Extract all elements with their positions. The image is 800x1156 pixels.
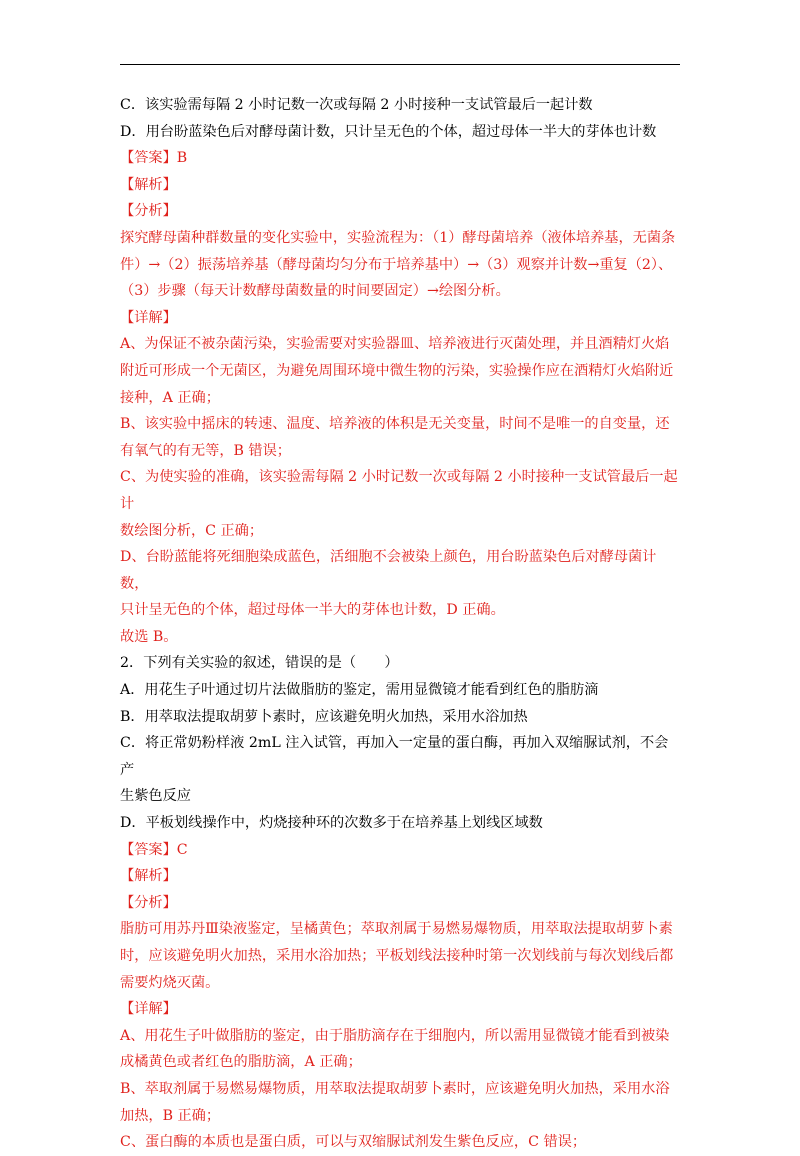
q1-detail-d-2: 只计呈无色的个体，超过母体一半大的芽体也计数，D 正确。 [120, 602, 505, 619]
q1-fenxi-label: 【分析】 [120, 203, 177, 220]
q2-option-c-2: 生紫色反应 [120, 788, 191, 805]
q2-detail-b-2: 加热，B 正确； [120, 1107, 221, 1124]
q1-detail-a-3: 接种，A 正确； [120, 389, 220, 406]
q2-answer: 【答案】C [120, 841, 188, 858]
q1-detail-c-1: C、为使实验的准确，该实验需每隔 2 小时记数一次或每隔 2 小时接种一支试管最后一起计 [120, 469, 678, 512]
q1-detail-c-2: 数绘图分析，C 正确； [120, 522, 264, 539]
q2-fenxi-line-2: 时，应该避免明火加热，采用水浴加热；平板划线法接种时第一次划线前与每次划线后都 [120, 948, 674, 964]
q2-xiangjie-label: 【详解】 [120, 1001, 177, 1018]
q1-answer: 【答案】B [120, 150, 188, 167]
q2-detail-b-1: B、萃取剂属于易燃易爆物质，用萃取法提取胡萝卜素时，应该避免明火加热，采用水浴 [120, 1080, 670, 1097]
header-rule [120, 64, 680, 65]
q2-stem: 2．下列有关实验的叙述，错误的是（ ） [120, 655, 399, 672]
q1-conclusion: 故选 B。 [120, 628, 178, 645]
q1-fenxi-line-1: 探究酵母菌种群数量的变化实验中，实验流程为：（1）酵母菌培养（液体培养基，无菌条 [120, 229, 676, 246]
q1-detail-b-1: B、该实验中摇床的转速、温度、培养液的体积是无关变量，时间不是唯一的自变量，还 [120, 416, 670, 433]
page-content [120, 92, 682, 1156]
q2-option-b: B．用萃取法提取胡萝卜素时，应该避免明火加热，采用水浴加热 [120, 708, 528, 725]
q1-jiexi-label: 【解析】 [120, 176, 177, 193]
q2-detail-a-1: A、用花生子叶做脂肪的鉴定，由于脂肪滴存在于细胞内，所以需用显微镜才能看到被染 [120, 1027, 670, 1044]
q1-detail-d-1: D、台盼蓝能将死细胞染成蓝色，活细胞不会被染上颜色，用台盼蓝染色后对酵母菌计数， [120, 549, 657, 592]
q2-detail-a-2: 成橘黄色或者红色的脂肪滴，A 正确； [120, 1054, 362, 1071]
q1-xiangjie-label: 【详解】 [120, 309, 177, 326]
q2-fenxi-line-3: 需要灼烧灭菌。 [120, 974, 220, 991]
q1-fenxi-line-2: 件）→（2）振荡培养基（酵母菌均匀分布于培养基中）→（3）观察并计数→重复（2）、 [120, 256, 673, 273]
q1-detail-a-1: A、为保证不被杂菌污染，实验需要对实验器皿、培养液进行灭菌处理，并且酒精灯火焰 [120, 336, 670, 353]
q2-fenxi-line-1: 脂肪可用苏丹Ⅲ染液鉴定，呈橘黄色；萃取剂属于易燃易爆物质，用萃取法提取胡萝卜素 [120, 921, 673, 938]
q2-detail-c-1: C、蛋白酶的本质也是蛋白质，可以与双缩脲试剂发生紫色反应，C 错误； [120, 1134, 587, 1151]
q2-option-d: D．平板划线操作中，灼烧接种环的次数多于在培养基上划线区域数 [120, 815, 543, 832]
q1-detail-b-2: 有氧气的有无等，B 错误； [120, 442, 291, 459]
q1-option-c: C．该实验需每隔 2 小时记数一次或每隔 2 小时接种一支试管最后一起计数 [120, 97, 593, 113]
q2-jiexi-label: 【解析】 [120, 868, 177, 885]
q1-fenxi-line-3: （3）步骤（每天计数酵母菌数量的时间要固定）→绘图分析。 [120, 283, 510, 300]
q2-option-c-1: C．将正常奶粉样液 2mL 注入试管，再加入一定量的蛋白酶，再加入双缩脲试剂，不会产 [120, 735, 669, 778]
q1-detail-a-2: 附近可形成一个无菌区，为避免周围环境中微生物的污染，实验操作应在酒精灯火焰附近 [120, 362, 674, 379]
q2-fenxi-label: 【分析】 [120, 894, 177, 911]
q2-option-a: A．用花生子叶通过切片法做脂肪的鉴定，需用显微镜才能看到红色的脂肪滴 [120, 682, 599, 699]
q1-option-d: D．用台盼蓝染色后对酵母菌计数，只计呈无色的个体，超过母体一半大的芽体也计数 [120, 123, 657, 140]
